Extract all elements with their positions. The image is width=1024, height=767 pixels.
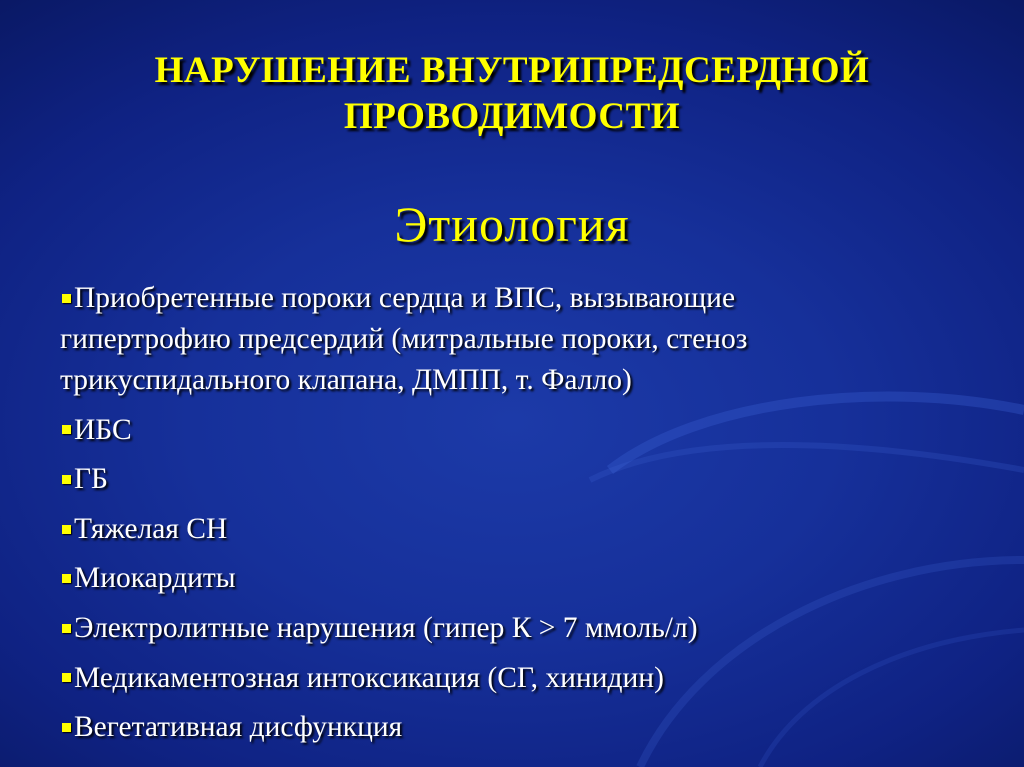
list-item-text: Миокардиты xyxy=(74,562,236,595)
list-item xyxy=(60,410,890,451)
list-item-text: Вегетативная дисфункция xyxy=(74,711,403,744)
slide-subtitle: Этиология xyxy=(394,196,630,252)
list-item xyxy=(60,509,890,550)
square-bullet-icon xyxy=(62,475,71,484)
list-item-text: Медикаментозная интоксикация (СГ, хинидин) xyxy=(74,661,664,694)
list-item xyxy=(60,608,890,649)
square-bullet-icon xyxy=(62,673,71,682)
list-item-text: ИБС xyxy=(74,413,132,446)
list-item-text: Тяжелая СН xyxy=(74,512,228,545)
list-item-text: Приобретенные пороки сердца и ВПС, вызывающие гипертрофию предсердий (митральные пороки, стеноз трикуспидального клапана, ДМПП, т. Фалло) xyxy=(60,282,748,396)
etiology-list xyxy=(60,278,890,757)
square-bullet-icon xyxy=(62,574,71,583)
list-item xyxy=(60,278,890,401)
list-item-text: ГБ xyxy=(74,463,108,496)
square-bullet-icon xyxy=(62,294,71,303)
square-bullet-icon xyxy=(62,425,71,434)
list-item-text: Электролитные нарушения (гипер К > 7 ммоль/л) xyxy=(74,611,698,644)
slide-title: НАРУШЕНИЕ ВНУТРИПРЕДСЕРДНОЙ ПРОВОДИМОСТИ xyxy=(154,50,870,137)
square-bullet-icon xyxy=(62,624,71,633)
list-item xyxy=(60,558,890,599)
list-item xyxy=(60,658,890,699)
square-bullet-icon xyxy=(62,723,71,732)
list-item xyxy=(60,459,890,500)
square-bullet-icon xyxy=(62,525,71,534)
list-item xyxy=(60,707,890,748)
